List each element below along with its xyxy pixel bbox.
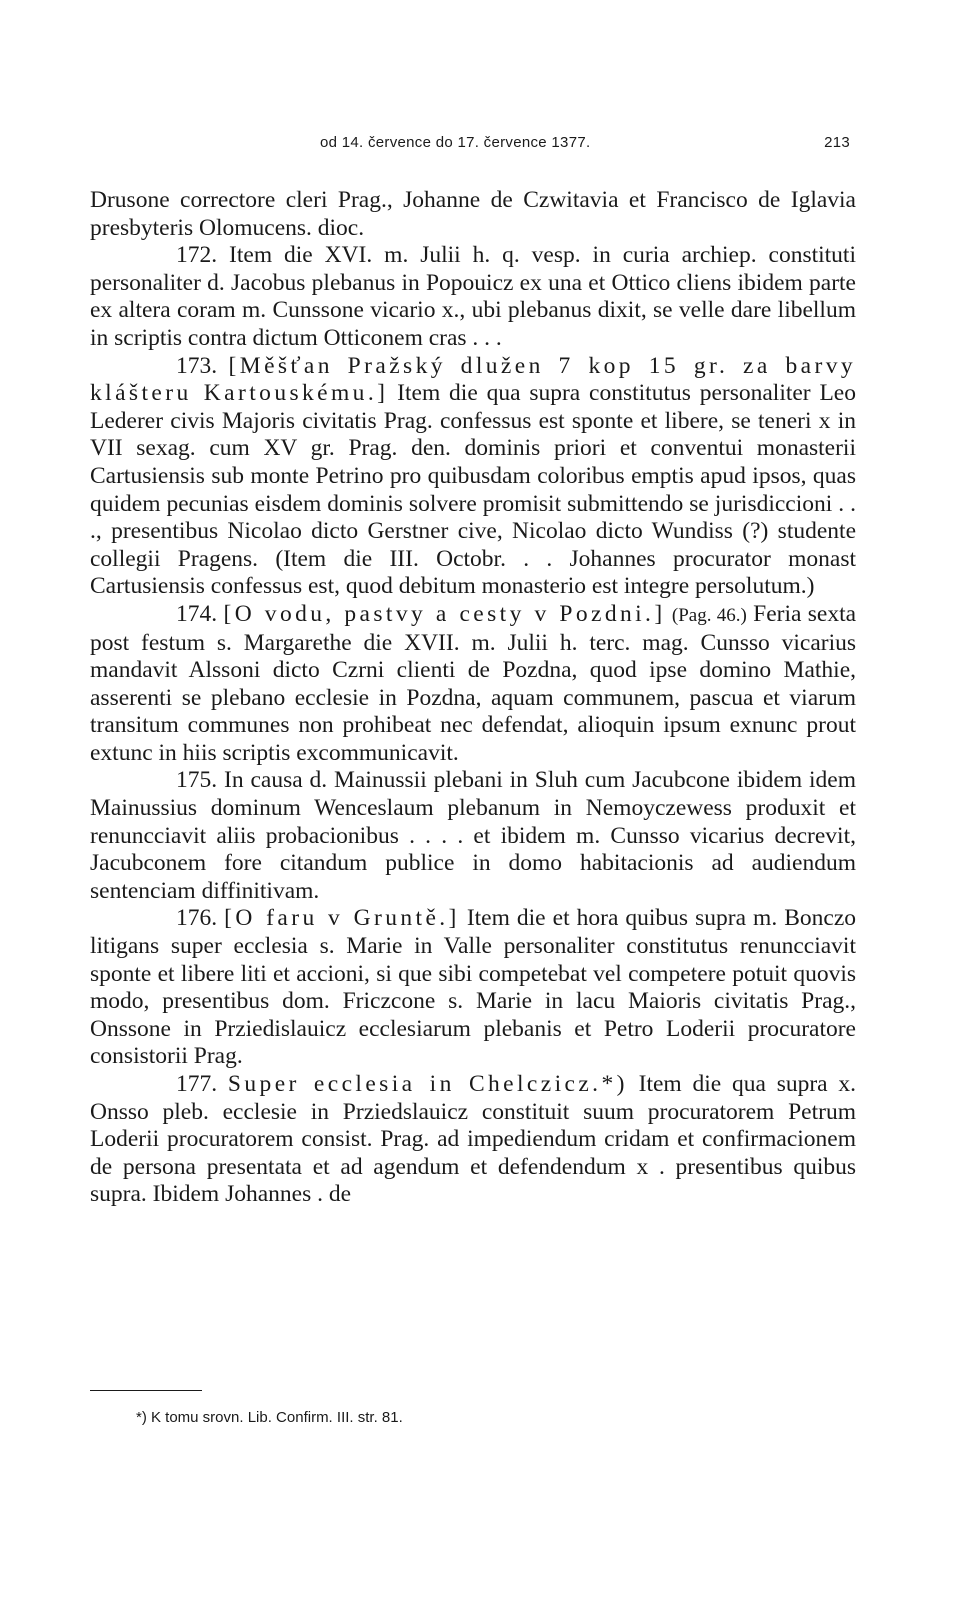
entry-175: 175. In causa d. Mainussii plebani in Sluh cum Jacubcone ibidem idem Mainussius dominum Wenceslaum plebanum in Nemoyczewess produxit et renuncciavit aliis probacionibus . . . . et ibidem m. Cunsso vicarius decrevit, Jacubconem fore citandum publice in domo habitacionis ad audiendum sentenciam diffinitivam. xyxy=(90,767,856,904)
entry-177 xyxy=(90,1071,856,1209)
entry-heading: [O faru v Gruntě.] xyxy=(224,905,460,932)
entry-heading: [O vodu, pastvy a cesty v Pozdni.] xyxy=(223,600,666,627)
entry-176 xyxy=(90,905,856,1071)
running-title: od 14. července do 17. července 1377. xyxy=(320,134,591,151)
entry-number: 176. xyxy=(176,905,218,932)
entry-number: 174. xyxy=(176,600,218,627)
entry-number: 177. xyxy=(176,1071,218,1097)
entry-number: 173. xyxy=(176,352,218,379)
page-number: 213 xyxy=(824,134,850,151)
entry-heading: Super ecclesia in Chelczicz.*) xyxy=(227,1071,628,1097)
entry-text: Item die et hora quibus supra m. Bonczo litigans super ecclesia s. Marie in Valle personaliter constitutus renuncciavit sponte et libere liti et accioni, si que sibi competebat vel competere potuit quovis modo, presentibus dom. Friczcone s. Marie in lacu Maioris civitatis Prag., Onssone in Prziedislauicz ecclesiarum plebanis et Petro Loderii procuratore consistorii Prag. xyxy=(90,905,856,1070)
page-reference: (Pag. 46.) xyxy=(671,604,747,626)
entry-text: Item die qua supra constitutus personaliter Leo Lederer civis Majoris civitatis Prag. confessus est sponte et libere, se teneri x in VII sexag. cum XV gr. Prag. den. dominis priori et conventui monasterii Cartusiensis sub monte Petrino pro quibusdam coloribus emptis apud ipsos, quas quidem pecunias eisdem dominis solvere promisit submittendo se jurisdiccioni . . ., presentibus Nicolao dicto Gerstner cive, Nicolao dicto Wundiss (?) studente collegii Pragens. (Item die III. Octobr. . . Johannes procurator monast Cartusiensis confessus est, quod debitum monasterio est integre persolutum.) xyxy=(90,380,856,600)
body-text xyxy=(90,187,856,1209)
entry-174 xyxy=(90,601,856,768)
page-header xyxy=(90,134,856,160)
footnote-divider xyxy=(90,1390,202,1391)
entry-text: Item die qua supra x. Onsso pleb. ecclesie in Prziedslauicz constituit suum procuratorem Petrum Loderii procuratorem consist. Prag. ad impediendum cridam et confirmacionem de persona presentata et ad agendum et defendendum x . presentibus quibus supra. Ibidem Johannes . de xyxy=(90,1071,857,1208)
entry-172: 172. Item die XVI. m. Julii h. q. vesp. in curia archiep. constituti personaliter d. Jacobus plebanus in Popouicz ex una et Ottico cliens ibidem parte ex altera coram m. Cunssone vicario x., ubi plebanus dixit, se velle dare libellum in scriptis contra dictum Otticonem cras . . . xyxy=(90,242,856,351)
paragraph-continuation: Drusone correctore cleri Prag., Johanne de Czwitavia et Francisco de Iglavia presbyteris Olomucens. dioc. xyxy=(90,187,856,241)
entry-text: Feria sexta post festum s. Margarethe die XVII. m. Julii h. terc. mag. Cunsso vicarius mandavit Alssoni dicto Czrni clienti de Pozdna, quod ipse domino Mathie, asserenti se plebano ecclesie in Pozdna, aquam communem, pascua et viarum transitum communes non prohibeat nec defendat, alioquin ipsum exnunc prout extunc in hiis scriptis excommunicavit. xyxy=(90,600,857,766)
entry-173 xyxy=(90,353,856,601)
entry-heading: [Měšťan Pražský dlužen 7 kop 15 gr. za barvy klášteru Kartouskému.] xyxy=(90,352,857,407)
footnote: *) K tomu srovn. Lib. Confirm. III. str. 81. xyxy=(136,1409,403,1426)
